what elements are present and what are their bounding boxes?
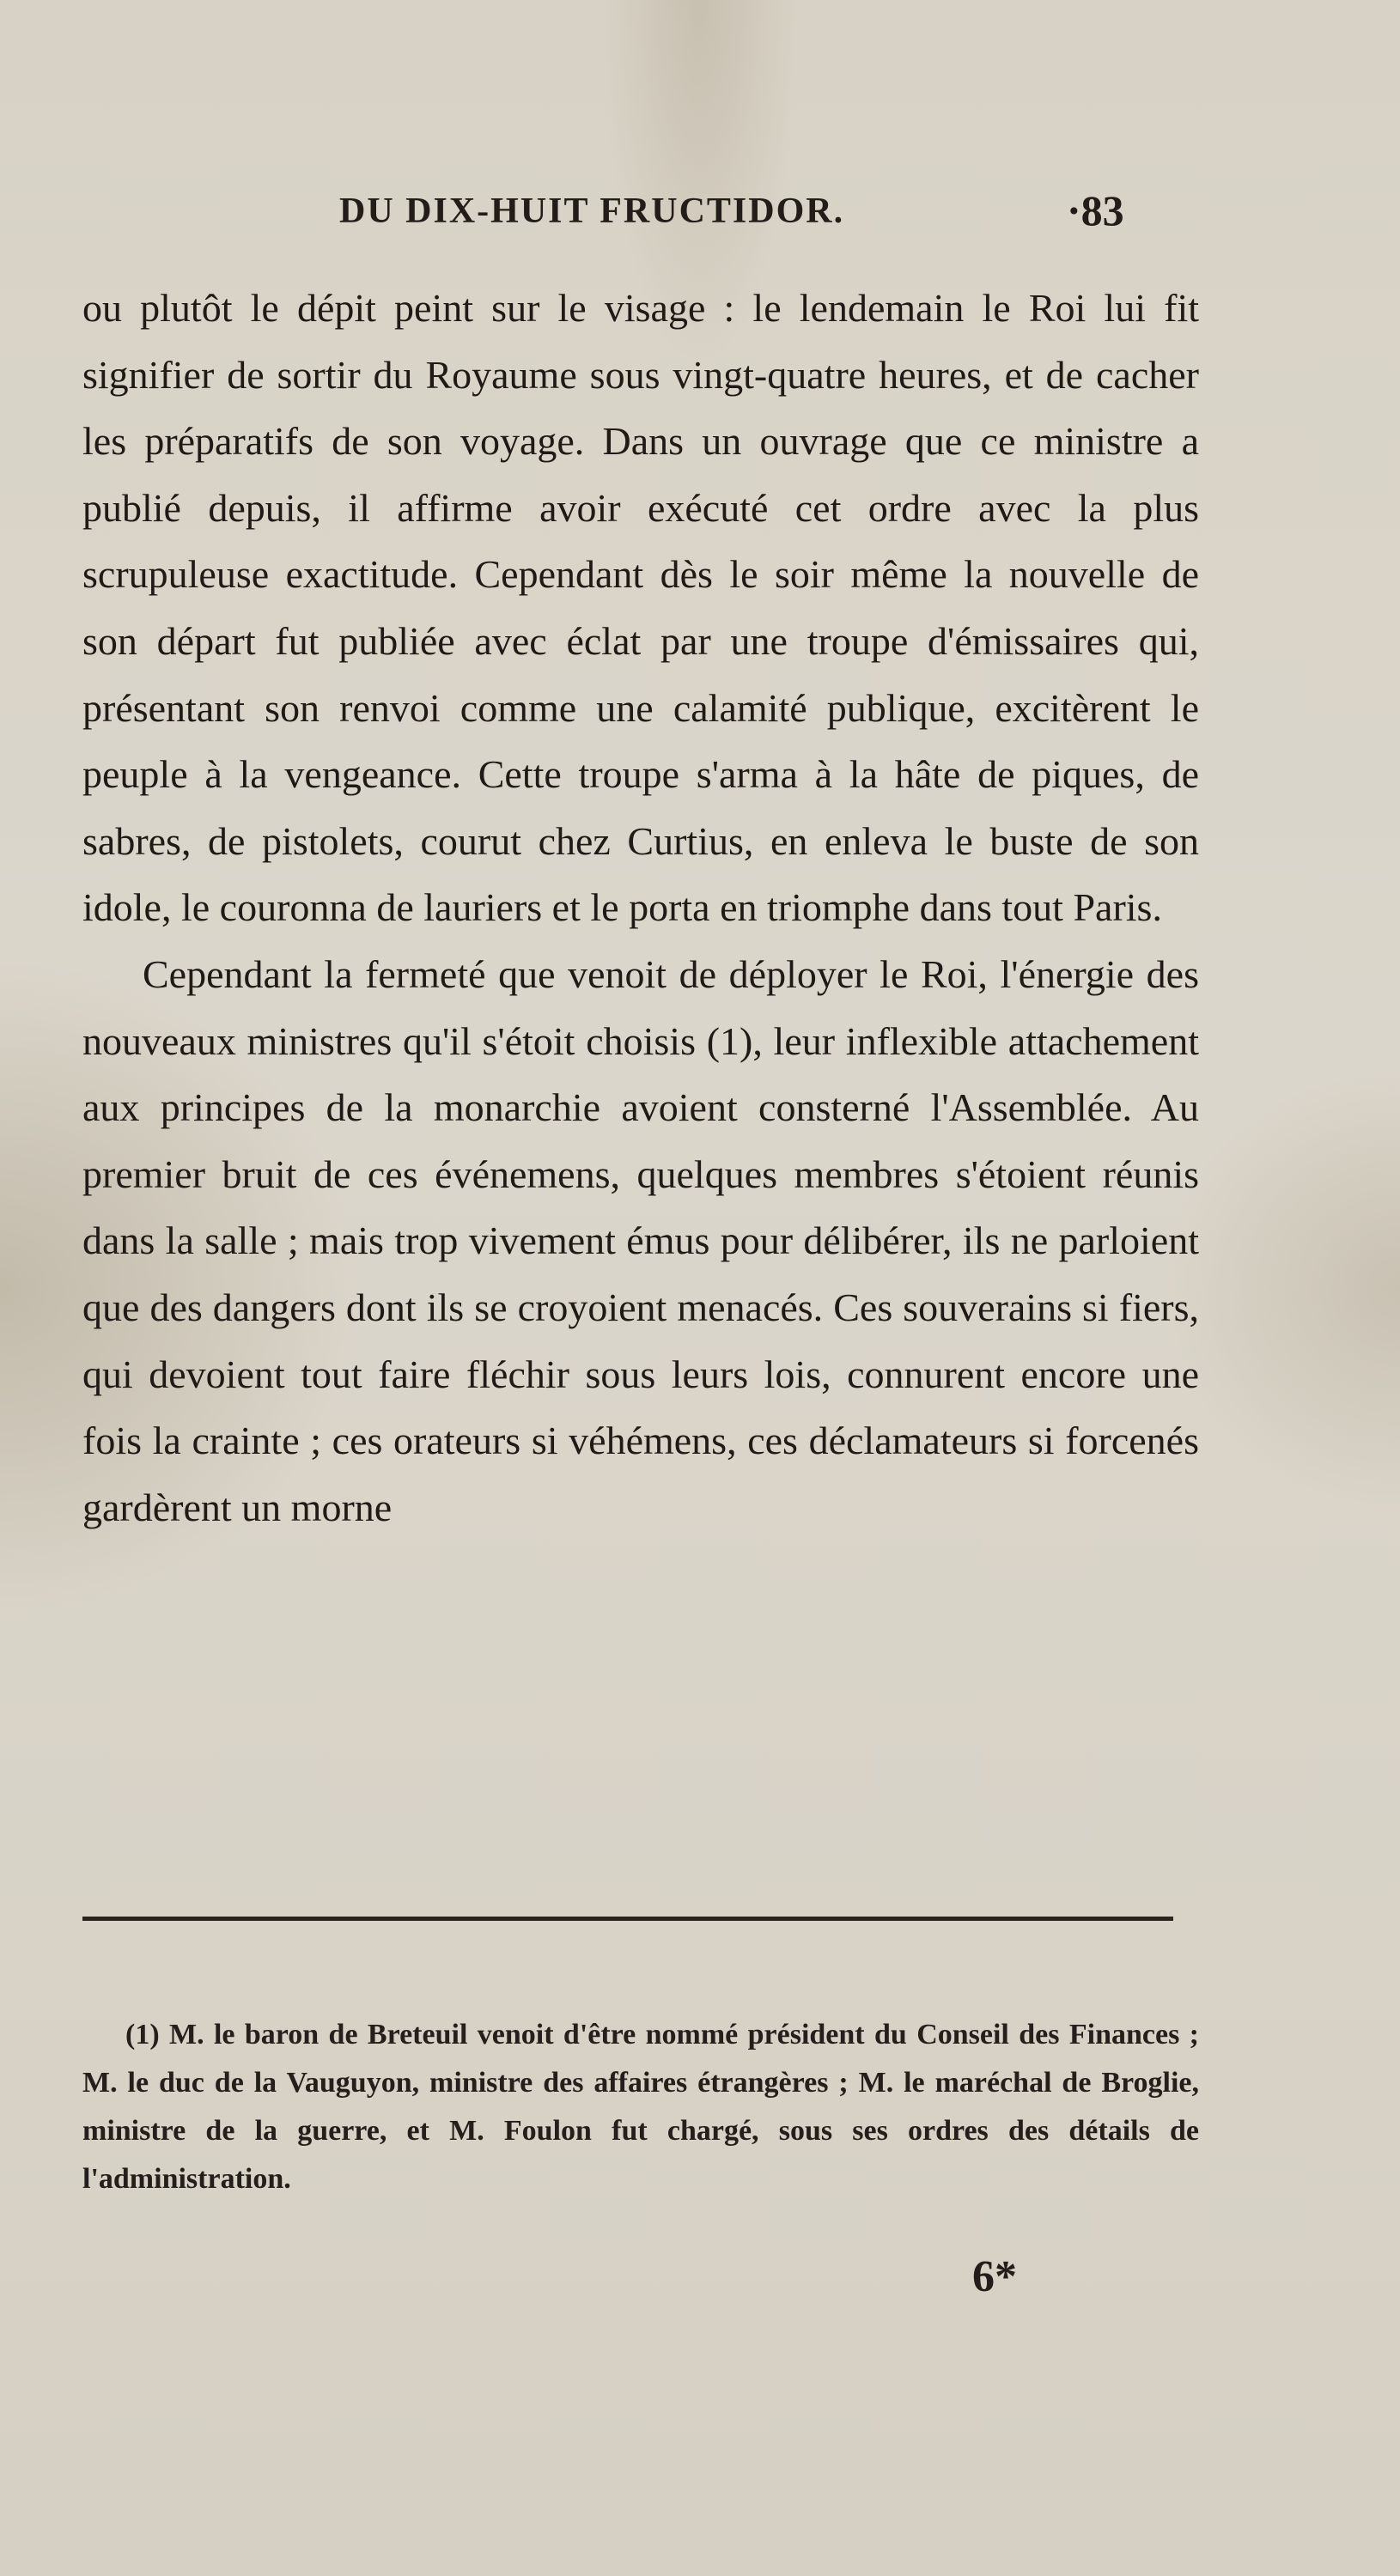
footnote: (1) M. le baron de Breteuil venoit d'être nommé président du Conseil des Finances ; M. le duc de la Vauguyon, ministre des affaires étrangères ; M. le maréchal de Broglie, ministre de la guerre, et M. Foulon fut chargé, sous ses ordres des détails de l'administration. (82, 2019, 1199, 2195)
body-text (82, 275, 1199, 1540)
running-head (0, 186, 1400, 251)
page-number: ·83 (1067, 186, 1124, 234)
signature-mark: 6* (972, 2252, 1017, 2301)
paragraph-2: Cependant la fermeté que venoit de déployer le Roi, l'énergie des nouveaux ministres qu'il s'étoit choisis (1), leur inflexible attachement aux principes de la monarchie avoient consterné l'Assemblée. Au premier bruit de ces événemens, quelques membres s'étoient réunis dans la salle ; mais trop vivement émus pour délibérer, ils ne parloient que des dangers dont ils se croyoient menacés. Ces souverains si fiers, qui devoient tout faire fléchir sous leurs lois, connurent encore une fois la crainte ; ces orateurs si véhémens, ces déclamateurs si forcenés gardèrent un morne (82, 951, 1199, 1529)
footnote-rule (82, 1917, 1173, 1921)
running-title: DU DIX-HUIT FRUCTIDOR. (339, 191, 845, 231)
paragraph-1: ou plutôt le dépit peint sur le visage : le lendemain le Roi lui fit signifier de sortir du Royaume sous vingt-quatre heures, et de cacher les préparatifs de son voyage. Dans un ouvrage que ce ministre a publié depuis, il affirme avoir exécuté cet ordre avec la plus scrupuleuse exactitude. Cependant dès le soir même la nouvelle de son départ fut publiée avec éclat par une troupe d'émissaires qui, présentant son renvoi comme une calamité publique, excitèrent le peuple à la vengeance. Cette troupe s'arma à la hâte de piques, de sabres, de pistolets, courut chez Curtius, en enleva le buste de son idole, le couronna de lauriers et le porta en triomphe dans tout Paris. (82, 286, 1199, 930)
